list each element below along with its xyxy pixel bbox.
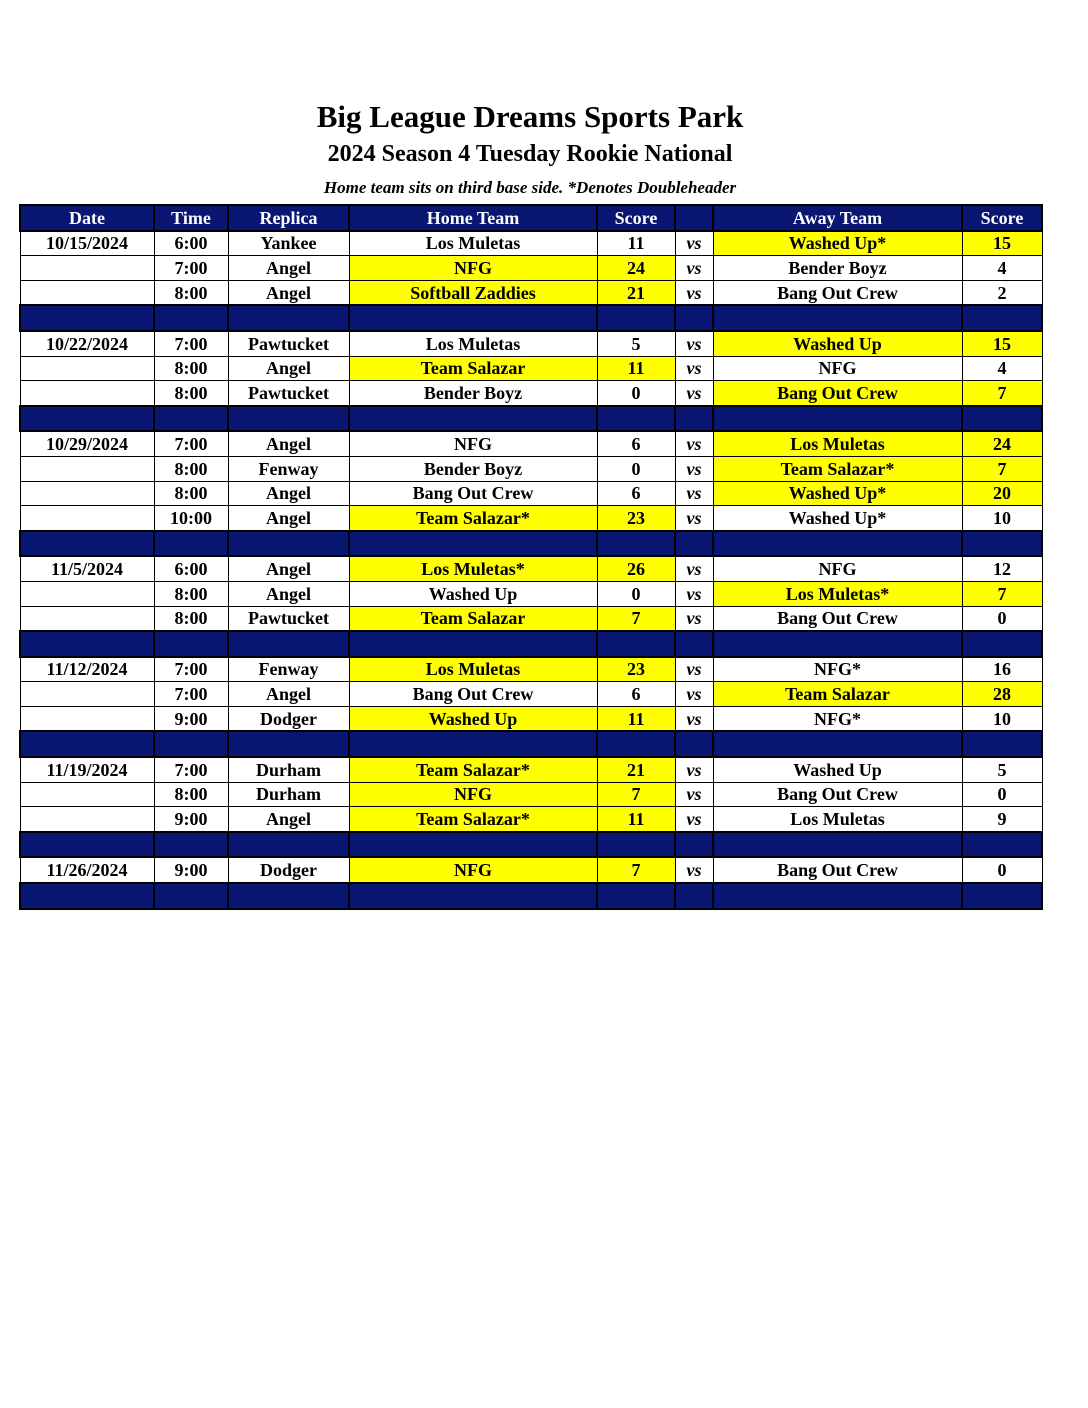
home-team: Bender Boyz bbox=[349, 456, 597, 481]
home-score: 5 bbox=[597, 331, 675, 356]
separator-cell bbox=[675, 832, 713, 858]
game-row bbox=[20, 506, 1042, 531]
away-score: 24 bbox=[962, 431, 1042, 456]
separator-cell bbox=[675, 631, 713, 657]
separator-cell bbox=[713, 531, 962, 557]
game-date bbox=[20, 782, 154, 807]
game-time: 8:00 bbox=[154, 356, 228, 381]
separator-cell bbox=[20, 832, 154, 858]
separator-cell bbox=[713, 631, 962, 657]
separator-cell bbox=[713, 883, 962, 909]
separator-cell bbox=[597, 631, 675, 657]
versus-label: vs bbox=[675, 481, 713, 506]
home-team: NFG bbox=[349, 431, 597, 456]
game-date bbox=[20, 381, 154, 406]
away-team: Washed Up bbox=[713, 757, 962, 782]
game-row bbox=[20, 381, 1042, 406]
versus-label: vs bbox=[675, 356, 713, 381]
versus-label: vs bbox=[675, 456, 713, 481]
separator-cell bbox=[713, 832, 962, 858]
game-time: 10:00 bbox=[154, 506, 228, 531]
week-separator-row bbox=[20, 531, 1042, 557]
away-team: Bang Out Crew bbox=[713, 381, 962, 406]
game-time: 7:00 bbox=[154, 682, 228, 707]
home-team: Los Muletas bbox=[349, 231, 597, 256]
game-time: 7:00 bbox=[154, 256, 228, 281]
game-row bbox=[20, 682, 1042, 707]
col-header-time: Time bbox=[154, 205, 228, 231]
week-separator-row bbox=[20, 731, 1042, 757]
separator-cell bbox=[597, 731, 675, 757]
col-header-away-score: Score bbox=[962, 205, 1042, 231]
away-score: 4 bbox=[962, 356, 1042, 381]
separator-cell bbox=[20, 731, 154, 757]
separator-cell bbox=[713, 406, 962, 432]
game-date bbox=[20, 581, 154, 606]
game-field: Durham bbox=[228, 757, 349, 782]
separator-cell bbox=[349, 631, 597, 657]
col-header-replica: Replica bbox=[228, 205, 349, 231]
away-score: 15 bbox=[962, 231, 1042, 256]
separator-cell bbox=[228, 832, 349, 858]
col-header-away-team: Away Team bbox=[713, 205, 962, 231]
separator-cell bbox=[228, 531, 349, 557]
separator-cell bbox=[228, 305, 349, 331]
game-time: 8:00 bbox=[154, 456, 228, 481]
game-row bbox=[20, 706, 1042, 731]
away-team: Bang Out Crew bbox=[713, 606, 962, 631]
away-team: Washed Up* bbox=[713, 506, 962, 531]
game-field: Durham bbox=[228, 782, 349, 807]
away-score: 0 bbox=[962, 857, 1042, 883]
away-team: Washed Up* bbox=[713, 231, 962, 256]
separator-cell bbox=[20, 305, 154, 331]
game-field: Fenway bbox=[228, 456, 349, 481]
separator-cell bbox=[228, 631, 349, 657]
home-team: Team Salazar bbox=[349, 606, 597, 631]
separator-cell bbox=[962, 305, 1042, 331]
game-time: 9:00 bbox=[154, 857, 228, 883]
game-row bbox=[20, 280, 1042, 305]
versus-label: vs bbox=[675, 231, 713, 256]
away-team: Washed Up bbox=[713, 331, 962, 356]
home-score: 0 bbox=[597, 381, 675, 406]
game-date: 11/5/2024 bbox=[20, 556, 154, 581]
away-team: Bender Boyz bbox=[713, 256, 962, 281]
game-date bbox=[20, 807, 154, 832]
game-time: 8:00 bbox=[154, 481, 228, 506]
game-field: Angel bbox=[228, 256, 349, 281]
game-date: 11/12/2024 bbox=[20, 657, 154, 682]
separator-cell bbox=[597, 406, 675, 432]
game-field: Angel bbox=[228, 581, 349, 606]
col-header-date: Date bbox=[20, 205, 154, 231]
separator-cell bbox=[597, 883, 675, 909]
away-team: Bang Out Crew bbox=[713, 782, 962, 807]
away-score: 20 bbox=[962, 481, 1042, 506]
game-time: 7:00 bbox=[154, 657, 228, 682]
game-time: 8:00 bbox=[154, 606, 228, 631]
away-team: Bang Out Crew bbox=[713, 280, 962, 305]
separator-cell bbox=[20, 406, 154, 432]
away-team: Team Salazar bbox=[713, 682, 962, 707]
versus-label: vs bbox=[675, 682, 713, 707]
home-team: Washed Up bbox=[349, 706, 597, 731]
game-date: 11/19/2024 bbox=[20, 757, 154, 782]
game-date bbox=[20, 682, 154, 707]
game-row bbox=[20, 807, 1042, 832]
home-team: NFG bbox=[349, 782, 597, 807]
separator-cell bbox=[154, 406, 228, 432]
page-title: Big League Dreams Sports Park bbox=[316, 99, 744, 134]
versus-label: vs bbox=[675, 431, 713, 456]
game-field: Dodger bbox=[228, 857, 349, 883]
game-row bbox=[20, 757, 1042, 782]
home-score: 6 bbox=[597, 431, 675, 456]
home-team: Los Muletas* bbox=[349, 556, 597, 581]
separator-cell bbox=[713, 305, 962, 331]
home-score: 21 bbox=[597, 280, 675, 305]
home-score: 21 bbox=[597, 757, 675, 782]
away-score: 10 bbox=[962, 506, 1042, 531]
home-score: 7 bbox=[597, 782, 675, 807]
separator-cell bbox=[962, 832, 1042, 858]
home-team: Team Salazar* bbox=[349, 757, 597, 782]
week-separator-row bbox=[20, 631, 1042, 657]
game-row bbox=[20, 581, 1042, 606]
separator-cell bbox=[349, 531, 597, 557]
away-team: NFG* bbox=[713, 657, 962, 682]
versus-label: vs bbox=[675, 706, 713, 731]
separator-cell bbox=[228, 406, 349, 432]
away-score: 16 bbox=[962, 657, 1042, 682]
away-score: 0 bbox=[962, 606, 1042, 631]
home-score: 11 bbox=[597, 807, 675, 832]
game-date bbox=[20, 280, 154, 305]
home-score: 23 bbox=[597, 506, 675, 531]
home-team: Los Muletas bbox=[349, 331, 597, 356]
week-separator-row bbox=[20, 883, 1042, 909]
separator-cell bbox=[349, 883, 597, 909]
away-score: 7 bbox=[962, 456, 1042, 481]
away-team: NFG bbox=[713, 556, 962, 581]
week-separator-row bbox=[20, 406, 1042, 432]
away-score: 0 bbox=[962, 782, 1042, 807]
game-date bbox=[20, 356, 154, 381]
home-score: 26 bbox=[597, 556, 675, 581]
away-team: Team Salazar* bbox=[713, 456, 962, 481]
separator-cell bbox=[349, 305, 597, 331]
separator-cell bbox=[597, 531, 675, 557]
game-time: 7:00 bbox=[154, 331, 228, 356]
home-team: Bang Out Crew bbox=[349, 481, 597, 506]
separator-cell bbox=[349, 731, 597, 757]
versus-label: vs bbox=[675, 606, 713, 631]
home-score: 11 bbox=[597, 356, 675, 381]
separator-cell bbox=[962, 531, 1042, 557]
game-date bbox=[20, 456, 154, 481]
game-time: 6:00 bbox=[154, 231, 228, 256]
versus-label: vs bbox=[675, 280, 713, 305]
game-time: 8:00 bbox=[154, 782, 228, 807]
table-header-row bbox=[20, 205, 1042, 231]
separator-cell bbox=[675, 406, 713, 432]
versus-label: vs bbox=[675, 381, 713, 406]
game-field: Angel bbox=[228, 280, 349, 305]
away-score: 9 bbox=[962, 807, 1042, 832]
separator-cell bbox=[154, 305, 228, 331]
separator-cell bbox=[154, 631, 228, 657]
away-team: NFG bbox=[713, 356, 962, 381]
home-team: Softball Zaddies bbox=[349, 280, 597, 305]
col-header-vs bbox=[675, 205, 713, 231]
versus-label: vs bbox=[675, 857, 713, 883]
away-team: Bang Out Crew bbox=[713, 857, 962, 883]
game-date: 10/29/2024 bbox=[20, 431, 154, 456]
game-date: 10/22/2024 bbox=[20, 331, 154, 356]
away-score: 7 bbox=[962, 581, 1042, 606]
home-team: Team Salazar* bbox=[349, 506, 597, 531]
home-team: Los Muletas bbox=[349, 657, 597, 682]
home-score: 6 bbox=[597, 481, 675, 506]
game-time: 7:00 bbox=[154, 431, 228, 456]
game-row bbox=[20, 356, 1042, 381]
separator-cell bbox=[597, 305, 675, 331]
game-row bbox=[20, 657, 1042, 682]
game-field: Angel bbox=[228, 356, 349, 381]
home-score: 0 bbox=[597, 456, 675, 481]
separator-cell bbox=[154, 883, 228, 909]
away-team: Washed Up* bbox=[713, 481, 962, 506]
game-field: Angel bbox=[228, 682, 349, 707]
home-score: 11 bbox=[597, 231, 675, 256]
game-time: 6:00 bbox=[154, 556, 228, 581]
versus-label: vs bbox=[675, 657, 713, 682]
versus-label: vs bbox=[675, 331, 713, 356]
away-score: 28 bbox=[962, 682, 1042, 707]
home-score: 11 bbox=[597, 706, 675, 731]
game-time: 7:00 bbox=[154, 757, 228, 782]
game-field: Angel bbox=[228, 556, 349, 581]
away-score: 15 bbox=[962, 331, 1042, 356]
game-time: 9:00 bbox=[154, 807, 228, 832]
separator-cell bbox=[349, 832, 597, 858]
game-row bbox=[20, 782, 1042, 807]
col-header-home-team: Home Team bbox=[349, 205, 597, 231]
home-team: Bender Boyz bbox=[349, 381, 597, 406]
game-row bbox=[20, 456, 1042, 481]
versus-label: vs bbox=[675, 807, 713, 832]
home-score: 7 bbox=[597, 606, 675, 631]
week-separator-row bbox=[20, 305, 1042, 331]
separator-cell bbox=[962, 631, 1042, 657]
home-score: 23 bbox=[597, 657, 675, 682]
game-row bbox=[20, 857, 1042, 883]
game-row bbox=[20, 606, 1042, 631]
game-field: Dodger bbox=[228, 706, 349, 731]
game-field: Yankee bbox=[228, 231, 349, 256]
separator-cell bbox=[675, 731, 713, 757]
schedule-table bbox=[19, 204, 1043, 910]
away-score: 4 bbox=[962, 256, 1042, 281]
separator-cell bbox=[962, 406, 1042, 432]
game-row bbox=[20, 431, 1042, 456]
game-date bbox=[20, 606, 154, 631]
home-score: 0 bbox=[597, 581, 675, 606]
separator-cell bbox=[713, 731, 962, 757]
versus-label: vs bbox=[675, 757, 713, 782]
versus-label: vs bbox=[675, 782, 713, 807]
game-time: 8:00 bbox=[154, 280, 228, 305]
home-score: 24 bbox=[597, 256, 675, 281]
separator-cell bbox=[228, 883, 349, 909]
game-time: 8:00 bbox=[154, 381, 228, 406]
away-score: 10 bbox=[962, 706, 1042, 731]
game-field: Fenway bbox=[228, 657, 349, 682]
separator-cell bbox=[20, 631, 154, 657]
week-separator-row bbox=[20, 832, 1042, 858]
game-field: Angel bbox=[228, 807, 349, 832]
separator-cell bbox=[962, 731, 1042, 757]
versus-label: vs bbox=[675, 581, 713, 606]
away-score: 7 bbox=[962, 381, 1042, 406]
separator-cell bbox=[675, 883, 713, 909]
separator-cell bbox=[675, 305, 713, 331]
separator-cell bbox=[154, 731, 228, 757]
page-subtitle: 2024 Season 4 Tuesday Rookie National bbox=[327, 141, 733, 167]
game-time: 8:00 bbox=[154, 581, 228, 606]
home-team: Bang Out Crew bbox=[349, 682, 597, 707]
game-field: Pawtucket bbox=[228, 606, 349, 631]
away-score: 2 bbox=[962, 280, 1042, 305]
game-row bbox=[20, 256, 1042, 281]
away-score: 5 bbox=[962, 757, 1042, 782]
separator-cell bbox=[228, 731, 349, 757]
game-field: Pawtucket bbox=[228, 381, 349, 406]
game-field: Angel bbox=[228, 506, 349, 531]
game-date: 11/26/2024 bbox=[20, 857, 154, 883]
home-team: Team Salazar* bbox=[349, 807, 597, 832]
separator-cell bbox=[20, 531, 154, 557]
versus-label: vs bbox=[675, 556, 713, 581]
game-date: 10/15/2024 bbox=[20, 231, 154, 256]
separator-cell bbox=[962, 883, 1042, 909]
home-team: Team Salazar bbox=[349, 356, 597, 381]
game-row bbox=[20, 556, 1042, 581]
home-team: NFG bbox=[349, 256, 597, 281]
page-note: Home team sits on third base side. *Denotes Doubleheader bbox=[323, 178, 737, 197]
game-field: Angel bbox=[228, 481, 349, 506]
game-row bbox=[20, 231, 1042, 256]
schedule-body bbox=[20, 231, 1042, 909]
away-score: 12 bbox=[962, 556, 1042, 581]
game-time: 9:00 bbox=[154, 706, 228, 731]
home-score: 6 bbox=[597, 682, 675, 707]
separator-cell bbox=[675, 531, 713, 557]
game-field: Angel bbox=[228, 431, 349, 456]
separator-cell bbox=[349, 406, 597, 432]
versus-label: vs bbox=[675, 256, 713, 281]
game-date bbox=[20, 506, 154, 531]
separator-cell bbox=[154, 832, 228, 858]
away-team: Los Muletas* bbox=[713, 581, 962, 606]
away-team: NFG* bbox=[713, 706, 962, 731]
game-date bbox=[20, 481, 154, 506]
game-row bbox=[20, 481, 1042, 506]
separator-cell bbox=[597, 832, 675, 858]
home-team: Washed Up bbox=[349, 581, 597, 606]
game-row bbox=[20, 331, 1042, 356]
separator-cell bbox=[154, 531, 228, 557]
versus-label: vs bbox=[675, 506, 713, 531]
separator-cell bbox=[20, 883, 154, 909]
home-score: 7 bbox=[597, 857, 675, 883]
game-date bbox=[20, 706, 154, 731]
home-team: NFG bbox=[349, 857, 597, 883]
away-team: Los Muletas bbox=[713, 431, 962, 456]
away-team: Los Muletas bbox=[713, 807, 962, 832]
game-date bbox=[20, 256, 154, 281]
game-field: Pawtucket bbox=[228, 331, 349, 356]
col-header-home-score: Score bbox=[597, 205, 675, 231]
